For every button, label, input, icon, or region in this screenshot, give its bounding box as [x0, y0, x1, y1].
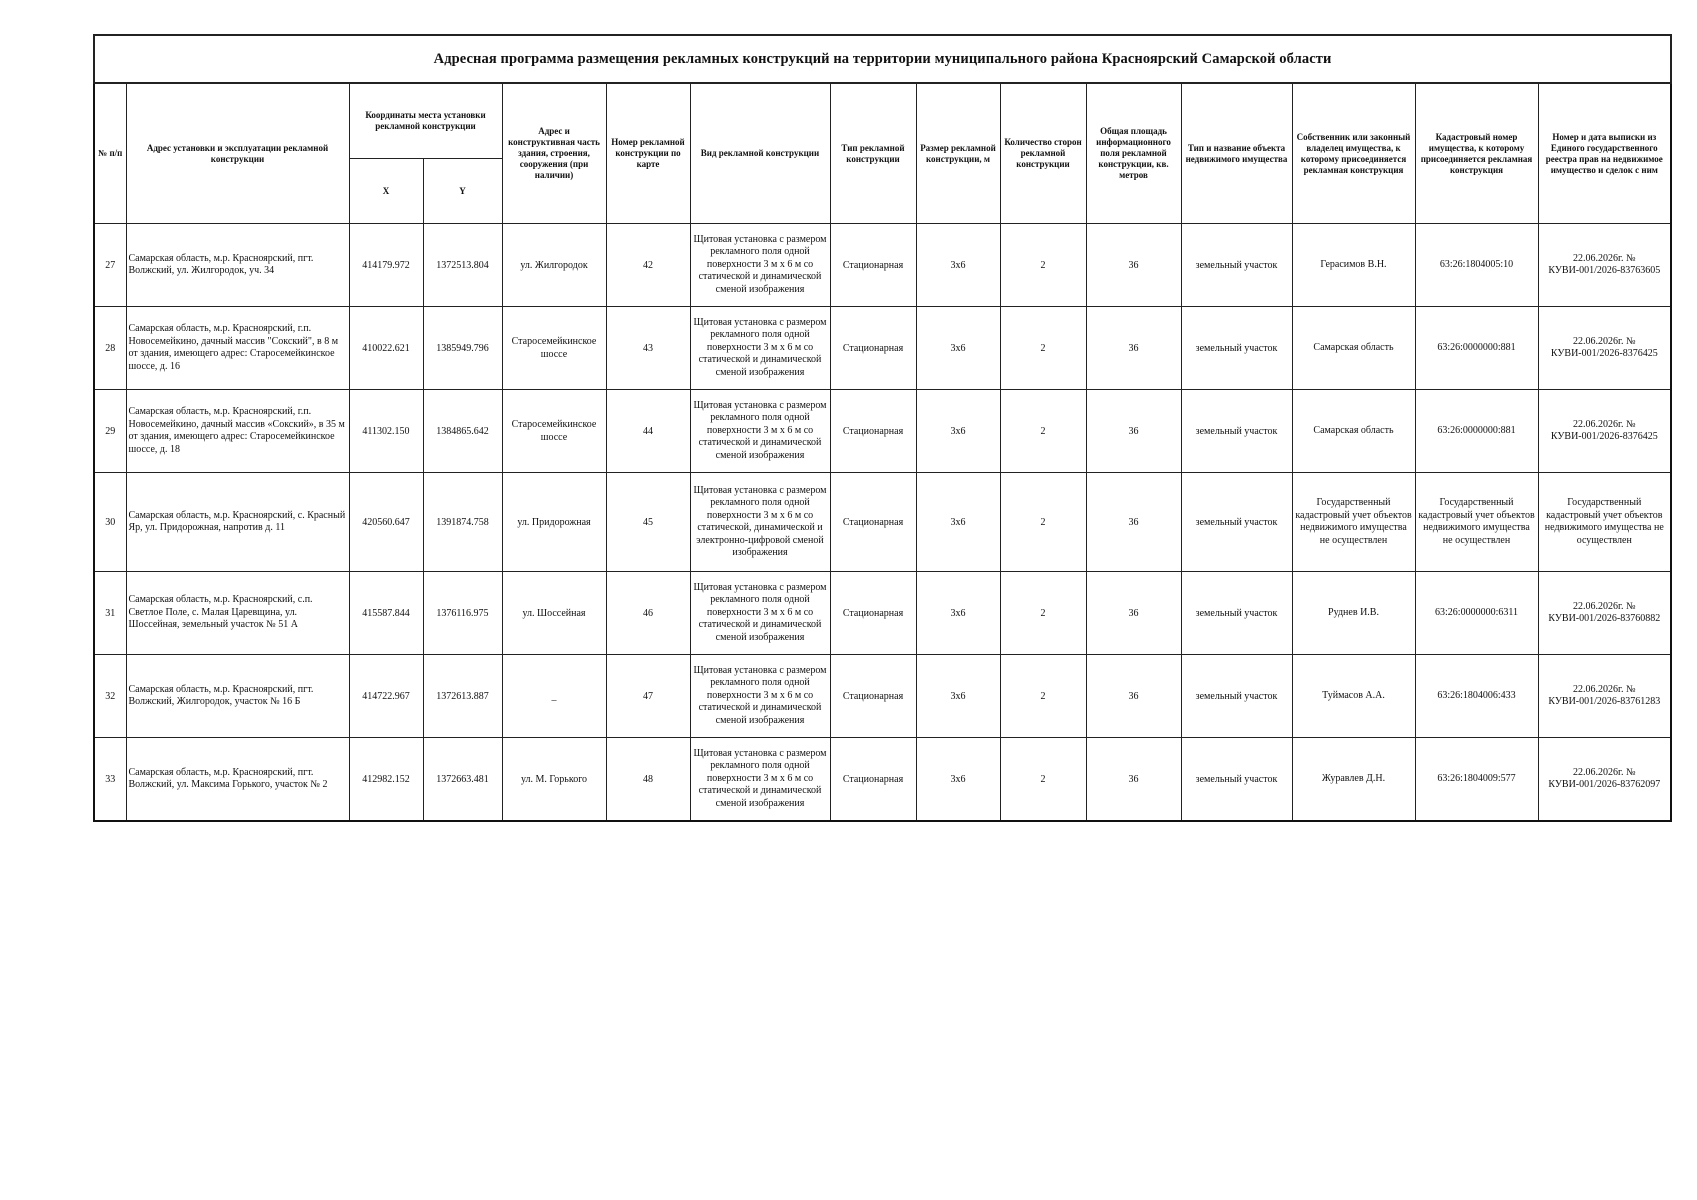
cell-cadastre: 63:26:0000000:881 [1415, 307, 1538, 390]
cell-area: 36 [1086, 572, 1181, 655]
document-sheet [93, 34, 1670, 822]
table-row [94, 307, 1671, 390]
cell-map-number: 43 [606, 307, 690, 390]
col-header-y: Y [423, 159, 502, 224]
cell-cadastre: 63:26:0000000:6311 [1415, 572, 1538, 655]
cell-x: 410022.621 [349, 307, 423, 390]
col-header-registry: Номер и дата выписки из Единого государственного реестра прав на недвижимое имущество и сделок с ним [1538, 83, 1671, 224]
cell-address: Самарская область, м.р. Красноярский, с.п. Светлое Поле, с. Малая Царевщина, ул. Шоссейная, земельный участок № 51 А [126, 572, 349, 655]
cell-address: Самарская область, м.р. Красноярский, г.п. Новосемейкино, дачный массив «Сокский», в 35 м от здания, имеющего адрес: Старосемейкинское шоссе, д. 18 [126, 390, 349, 473]
cell-area: 36 [1086, 473, 1181, 572]
cell-sides: 2 [1000, 307, 1086, 390]
col-header-map-number: Номер рекламной конструкции по карте [606, 83, 690, 224]
cell-object: земельный участок [1181, 307, 1292, 390]
cell-type: Стационарная [830, 473, 916, 572]
col-header-type: Тип рекламной конструкции [830, 83, 916, 224]
cell-building: ул. Жилгородок [502, 224, 606, 307]
cell-registry: 22.06.2026г. № КУВИ-001/2026-83760882 [1538, 572, 1671, 655]
cell-num: 28 [94, 307, 126, 390]
cell-kind: Щитовая установка с размером рекламного поля одной поверхности 3 м х 6 м со статической и динамической сменой изображения [690, 224, 830, 307]
cell-registry: Государственный кадастровый учет объектов недвижимого имущества не осуществлен [1538, 473, 1671, 572]
cell-registry: 22.06.2026г. № КУВИ-001/2026-8376425 [1538, 307, 1671, 390]
cell-cadastre: 63:26:1804005:10 [1415, 224, 1538, 307]
cell-x: 411302.150 [349, 390, 423, 473]
cell-registry: 22.06.2026г. № КУВИ-001/2026-83762097 [1538, 738, 1671, 822]
cell-object: земельный участок [1181, 224, 1292, 307]
cell-size: 3х6 [916, 738, 1000, 822]
cell-size: 3х6 [916, 473, 1000, 572]
cell-num: 31 [94, 572, 126, 655]
cell-building: Старосемейкинское шоссе [502, 307, 606, 390]
cell-sides: 2 [1000, 224, 1086, 307]
cell-y: 1372513.804 [423, 224, 502, 307]
cell-building: ул. Придорожная [502, 473, 606, 572]
cell-kind: Щитовая установка с размером рекламного поля одной поверхности 3 м х 6 м со статической и динамической сменой изображения [690, 738, 830, 822]
cell-registry: 22.06.2026г. № КУВИ-001/2026-83763605 [1538, 224, 1671, 307]
col-header-coords: Координаты места установки рекламной конструкции [349, 83, 502, 159]
cell-kind: Щитовая установка с размером рекламного поля одной поверхности 3 м х 6 м со статической и динамической сменой изображения [690, 572, 830, 655]
col-header-size: Размер рекламной конструкции, м [916, 83, 1000, 224]
cell-area: 36 [1086, 307, 1181, 390]
cell-object: земельный участок [1181, 473, 1292, 572]
col-header-x: X [349, 159, 423, 224]
cell-cadastre: 63:26:0000000:881 [1415, 390, 1538, 473]
cell-owner: Самарская область [1292, 307, 1415, 390]
cell-map-number: 47 [606, 655, 690, 738]
cell-kind: Щитовая установка с размером рекламного поля одной поверхности 3 м х 6 м со статической и динамической сменой изображения [690, 307, 830, 390]
advertising-program-table [93, 34, 1672, 822]
cell-sides: 2 [1000, 390, 1086, 473]
cell-num: 33 [94, 738, 126, 822]
cell-owner: Самарская область [1292, 390, 1415, 473]
table-row [94, 572, 1671, 655]
table-body [94, 224, 1671, 822]
cell-kind: Щитовая установка с размером рекламного поля одной поверхности 3 м х 6 м со статической и динамической сменой изображения [690, 390, 830, 473]
cell-address: Самарская область, м.р. Красноярский, пгт. Волжский, ул. Жилгородок, уч. 34 [126, 224, 349, 307]
cell-size: 3х6 [916, 655, 1000, 738]
cell-x: 414722.967 [349, 655, 423, 738]
cell-num: 32 [94, 655, 126, 738]
cell-y: 1384865.642 [423, 390, 502, 473]
cell-owner: Туймасов А.А. [1292, 655, 1415, 738]
cell-type: Стационарная [830, 655, 916, 738]
cell-address: Самарская область, м.р. Красноярский, г.п. Новосемейкино, дачный массив "Сокский", в 8 м от здания, имеющего адрес: Старосемейкинское шоссе, д. 16 [126, 307, 349, 390]
cell-owner: Герасимов В.Н. [1292, 224, 1415, 307]
cell-object: земельный участок [1181, 572, 1292, 655]
cell-sides: 2 [1000, 473, 1086, 572]
cell-y: 1385949.796 [423, 307, 502, 390]
cell-address: Самарская область, м.р. Красноярский, пгт. Волжский, ул. Максима Горького, участок № 2 [126, 738, 349, 822]
cell-object: земельный участок [1181, 655, 1292, 738]
cell-size: 3х6 [916, 390, 1000, 473]
col-header-object: Тип и название объекта недвижимого имущества [1181, 83, 1292, 224]
table-row [94, 224, 1671, 307]
col-header-address: Адрес установки и эксплуатации рекламной конструкции [126, 83, 349, 224]
cell-owner: Руднев И.В. [1292, 572, 1415, 655]
cell-type: Стационарная [830, 390, 916, 473]
table-row [94, 738, 1671, 822]
cell-building: ул. Шоссейная [502, 572, 606, 655]
cell-y: 1391874.758 [423, 473, 502, 572]
cell-sides: 2 [1000, 655, 1086, 738]
cell-num: 29 [94, 390, 126, 473]
col-header-building: Адрес и конструктивная часть здания, строения, сооружения (при наличии) [502, 83, 606, 224]
cell-cadastre: Государственный кадастровый учет объектов недвижимого имущества не осуществлен [1415, 473, 1538, 572]
cell-map-number: 44 [606, 390, 690, 473]
cell-x: 420560.647 [349, 473, 423, 572]
cell-y: 1376116.975 [423, 572, 502, 655]
cell-registry: 22.06.2026г. № КУВИ-001/2026-8376425 [1538, 390, 1671, 473]
cell-object: земельный участок [1181, 738, 1292, 822]
cell-map-number: 48 [606, 738, 690, 822]
cell-num: 30 [94, 473, 126, 572]
cell-num: 27 [94, 224, 126, 307]
col-header-sides: Количество сторон рекламной конструкции [1000, 83, 1086, 224]
cell-sides: 2 [1000, 738, 1086, 822]
cell-sides: 2 [1000, 572, 1086, 655]
cell-size: 3х6 [916, 224, 1000, 307]
col-header-owner: Собственник или законный владелец имущества, к которому присоединяется рекламная конструкция [1292, 83, 1415, 224]
cell-x: 412982.152 [349, 738, 423, 822]
cell-type: Стационарная [830, 738, 916, 822]
cell-building: _ [502, 655, 606, 738]
table-row [94, 655, 1671, 738]
cell-area: 36 [1086, 390, 1181, 473]
cell-cadastre: 63:26:1804009:577 [1415, 738, 1538, 822]
document-title: Адресная программа размещения рекламных конструкций на территории муниципального района Красноярский Самарской области [94, 35, 1671, 83]
cell-kind: Щитовая установка с размером рекламного поля одной поверхности 3 м х 6 м со статической, динамической и электронно-цифровой сменой изображения [690, 473, 830, 572]
cell-building: Старосемейкинское шоссе [502, 390, 606, 473]
cell-size: 3х6 [916, 572, 1000, 655]
cell-x: 414179.972 [349, 224, 423, 307]
cell-registry: 22.06.2026г. № КУВИ-001/2026-83761283 [1538, 655, 1671, 738]
cell-owner: Журавлев Д.Н. [1292, 738, 1415, 822]
table-row [94, 473, 1671, 572]
cell-type: Стационарная [830, 572, 916, 655]
cell-type: Стационарная [830, 307, 916, 390]
cell-address: Самарская область, м.р. Красноярский, пгт. Волжский, Жилгородок, участок № 16 Б [126, 655, 349, 738]
cell-type: Стационарная [830, 224, 916, 307]
cell-address: Самарская область, м.р. Красноярский, с. Красный Яр, ул. Придорожная, напротив д. 11 [126, 473, 349, 572]
cell-kind: Щитовая установка с размером рекламного поля одной поверхности 3 м х 6 м со статической и динамической сменой изображения [690, 655, 830, 738]
col-header-kind: Вид рекламной конструкции [690, 83, 830, 224]
cell-area: 36 [1086, 655, 1181, 738]
cell-building: ул. М. Горького [502, 738, 606, 822]
cell-map-number: 46 [606, 572, 690, 655]
cell-cadastre: 63:26:1804006:433 [1415, 655, 1538, 738]
cell-size: 3х6 [916, 307, 1000, 390]
cell-x: 415587.844 [349, 572, 423, 655]
cell-object: земельный участок [1181, 390, 1292, 473]
cell-y: 1372663.481 [423, 738, 502, 822]
cell-area: 36 [1086, 224, 1181, 307]
col-header-cadastre: Кадастровый номер имущества, к которому присоединяется рекламная конструкция [1415, 83, 1538, 224]
table-row [94, 390, 1671, 473]
cell-map-number: 45 [606, 473, 690, 572]
cell-owner: Государственный кадастровый учет объектов недвижимого имущества не осуществлен [1292, 473, 1415, 572]
col-header-num: № п/п [94, 83, 126, 224]
cell-area: 36 [1086, 738, 1181, 822]
cell-y: 1372613.887 [423, 655, 502, 738]
cell-map-number: 42 [606, 224, 690, 307]
col-header-area: Общая площадь информационного поля рекламной конструкции, кв. метров [1086, 83, 1181, 224]
